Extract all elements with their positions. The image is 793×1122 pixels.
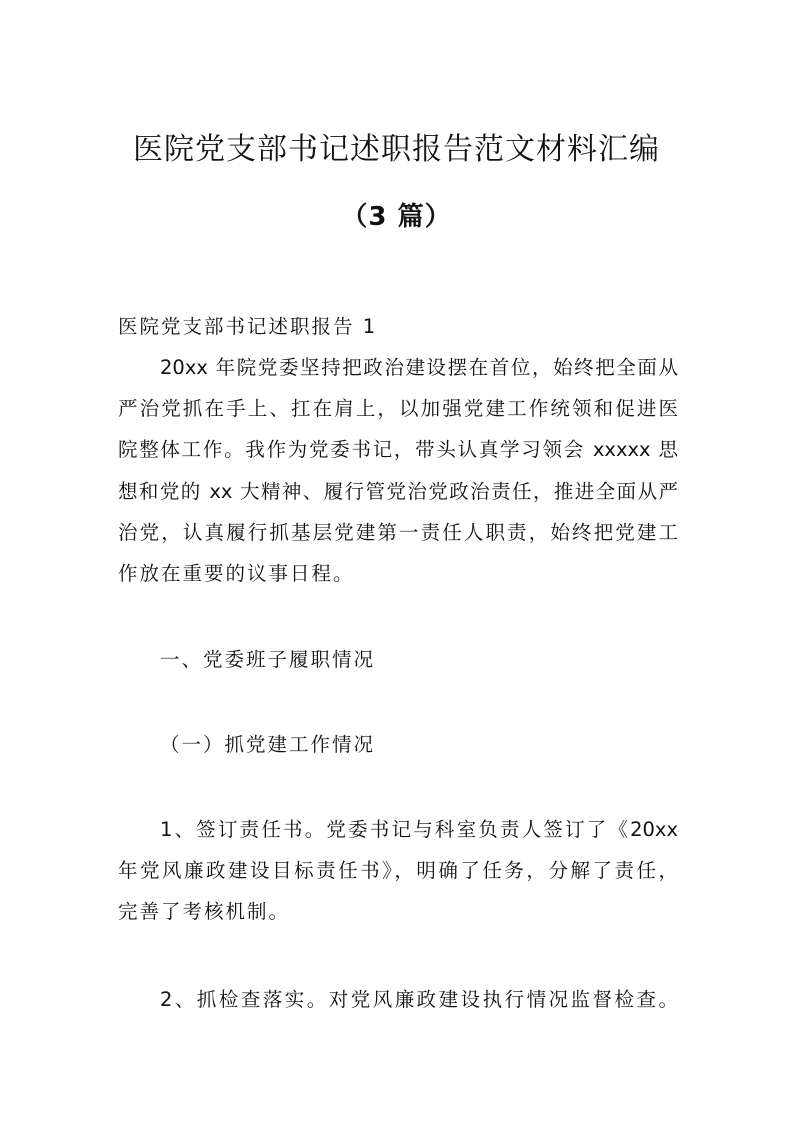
heading-level2: （一）抓党建工作情况 xyxy=(160,733,376,756)
heading-level1: 一、党委班子履职情况 xyxy=(160,648,376,671)
item-line: 年党风廉政建设目标责任书》，明确了任务，分解了责任， xyxy=(118,859,678,882)
paragraph-line: 想和党的 xx 大精神、履行管党治党政治责任，推进全面从严 xyxy=(118,480,678,503)
item-line: 完善了考核机制。 xyxy=(118,900,291,923)
document-subtitle: （3 篇） xyxy=(341,202,452,232)
document-title: 医院党支部书记述职报告范文材料汇编 xyxy=(133,132,660,167)
paragraph-line: 严治党抓在手上、扛在肩上，以加强党建工作统领和促进医 xyxy=(118,397,678,420)
paragraph-line: 院整体工作。我作为党委书记，带头认真学习领会 xxxxx 思 xyxy=(118,438,678,461)
paragraph-line: 20xx 年院党委坚持把政治建设摆在首位，始终把全面从 xyxy=(160,356,678,379)
item-line: 1、签订责任书。党委书记与科室负责人签订了《20xx xyxy=(160,818,678,841)
paragraph-line: 治党，认真履行抓基层党建第一责任人职责，始终把党建工 xyxy=(118,521,678,544)
item-line: 2、抓检查落实。对党风廉政建设执行情况监督检查。 xyxy=(160,988,678,1011)
paragraph-line: 作放在重要的议事日程。 xyxy=(118,562,355,585)
section-heading: 医院党支部书记述职报告 1 xyxy=(118,315,378,338)
